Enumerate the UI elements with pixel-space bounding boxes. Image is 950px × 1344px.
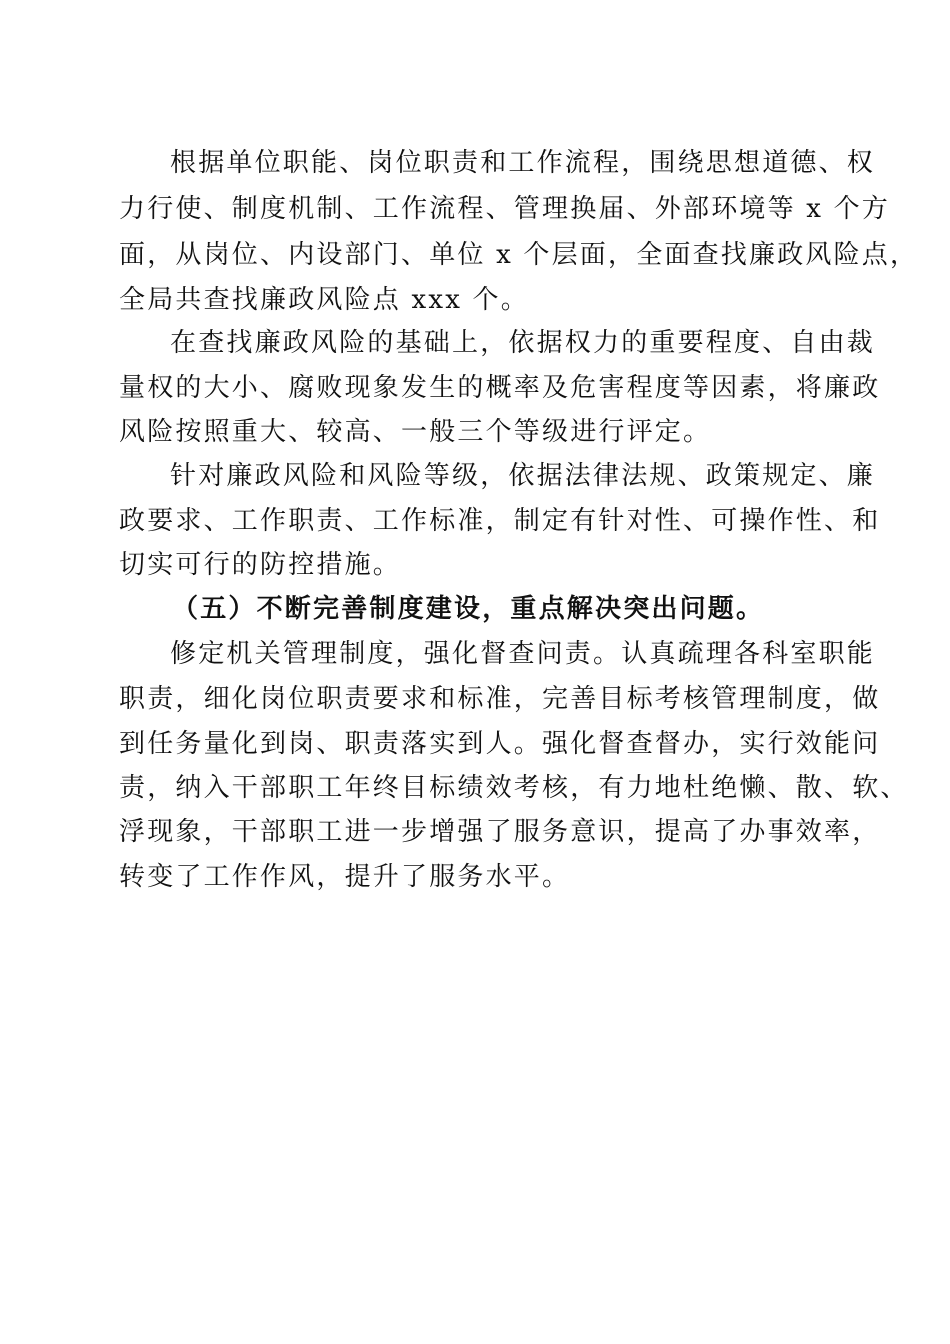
paragraph-5-line-5: 浮现象，干部职工进一步增强了服务意识，提高了办事效率， (119, 817, 881, 847)
paragraph-3-line-1: 针对廉政风险和风险等级，依据法律法规、政策规定、廉 (170, 461, 876, 491)
paragraph-1-line-1: 根据单位职能、岗位职责和工作流程，围绕思想道德、权 (170, 148, 876, 178)
paragraph-1-line-4: 全局共查找廉政风险点 xxx 个。 (119, 285, 529, 315)
paragraph-5-line-3: 到任务量化到岗、职责落实到人。强化督查督办，实行效能问 (119, 729, 881, 759)
paragraph-5-line-2: 职责，细化岗位职责要求和标准，完善目标考核管理制度，做 (119, 684, 881, 714)
paragraph-5-line-1: 修定机关管理制度，强化督查问责。认真疏理各科室职能 (170, 639, 876, 669)
paragraph-3-line-2: 政要求、工作职责、工作标准，制定有针对性、可操作性、和 (119, 506, 881, 536)
paragraph-3-line-3: 切实可行的防控措施。 (119, 550, 402, 580)
paragraph-5-line-6: 转变了工作作风，提升了服务水平。 (119, 862, 571, 892)
paragraph-2-line-3: 风险按照重大、较高、一般三个等级进行评定。 (119, 417, 712, 447)
paragraph-1-line-2: 力行使、制度机制、工作流程、管理换届、外部环境等 x 个方 (119, 194, 890, 224)
paragraph-2-line-2: 量权的大小、腐败现象发生的概率及危害程度等因素，将廉政 (119, 373, 881, 403)
paragraph-1-line-3: 面，从岗位、内设部门、单位 x 个层面，全面查找廉政风险点， (119, 240, 919, 270)
paragraph-2-line-1: 在查找廉政风险的基础上，依据权力的重要程度、自由裁 (170, 328, 876, 358)
section-heading: （五）不断完善制度建设，重点解决突出问题。 (172, 594, 765, 624)
paragraph-5-line-4: 责，纳入干部职工年终目标绩效考核，有力地杜绝懒、散、软、 (119, 773, 909, 803)
